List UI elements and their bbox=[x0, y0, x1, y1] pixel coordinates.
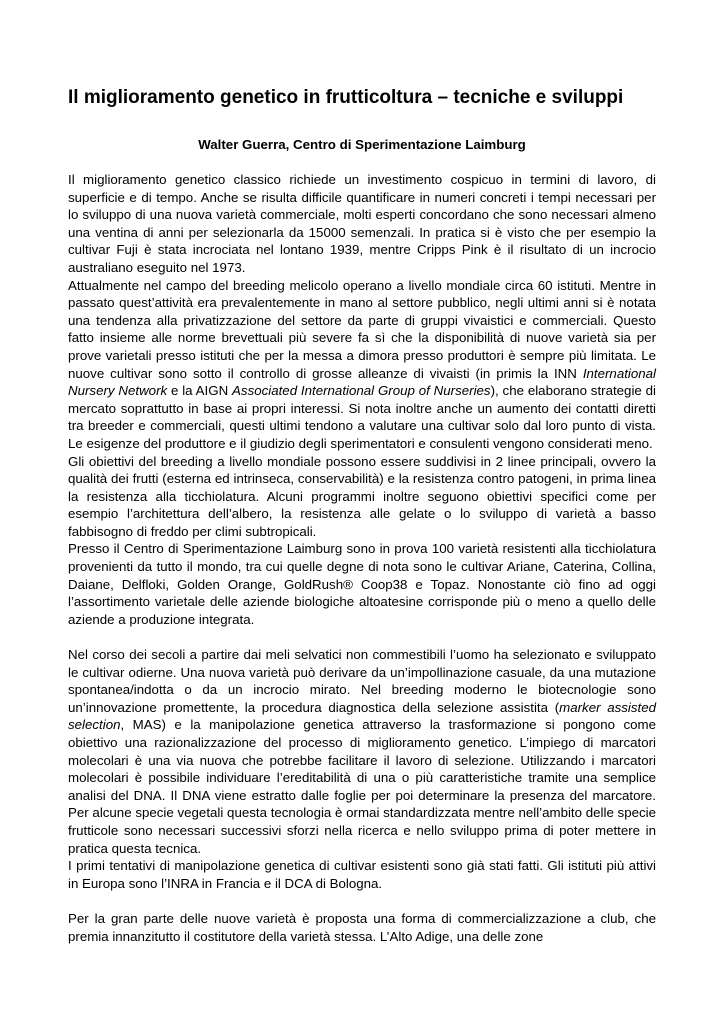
document-body bbox=[68, 171, 656, 945]
paragraph-biotechnology bbox=[68, 646, 656, 857]
paragraph-breeding-institutes bbox=[68, 277, 656, 453]
italic-term-aign: Associated International Group of Nurseries bbox=[232, 383, 491, 399]
paragraph-text: , MAS) e la manipolazione genetica attraverso la trasformazione si pongono come obiettivo una razionalizzazione del processo di miglioramento genetico. L’impiego di marcatori molecolari è una via nuova che potrebbe facilitare il lavoro di selezione. Utilizzando i marcatori molecolari è possibile individuare l’ereditabilità di una o più caratteristiche tramite una semplice analisi del DNA. Il DNA viene estratto dalle foglie per poi determinare la presenza del marcatore. Per alcune specie vegetali questa tecnologia è ormai standardizzata mentre nell’ambito delle specie frutticole sono necessari successivi sforzi nella ricerca e nello sviluppo prima di poter mettere in pratica questa tecnica. bbox=[68, 717, 656, 856]
paragraph-text: Nel corso dei secoli a partire dai meli selvatici non commestibili l’uomo ha selezionato e sviluppato le cultivar odierne. Una nuova varietà può derivare da un’impollinazione casuale, da una mutazione spontanea/indotta o da un incrocio mirato. Nel breeding moderno le biotecnologie sono un’innovazione promettente, la procedura diagnostica della selezione assistita ( bbox=[68, 647, 656, 715]
paragraph-genetic-manipulation: I primi tentativi di manipolazione genetica di cultivar esistenti sono già stati fatti. Gli istituti più attivi in Europa sono l’INRA in Francia e il DCA di Bologna. bbox=[68, 858, 656, 891]
document-title: Il miglioramento genetico in frutticoltura – tecniche e sviluppi bbox=[68, 87, 624, 108]
paragraph-text: ), che elaborano strategie di mercato soprattutto in base ai propri interessi. Si nota inoltre anche un aumento dei contatti diretti tra breeder e commerciali, questi ultimi tendono a valutare una cultivar solo dal loro punto di vista. Le esigenze del produttore e il giudizio degli sperimentatori e consulenti vengono considerati meno. bbox=[68, 383, 656, 451]
italic-term-inn: International Nursery Network bbox=[68, 365, 656, 399]
paragraph-text: e la AIGN bbox=[167, 383, 233, 399]
italic-term-mas: marker assisted selection bbox=[68, 699, 656, 733]
paragraph-text: Attualmente nel campo del breeding melicolo operano a livello mondiale circa 60 istituti. Mentre in passato quest’attività era prevalentemente in mano al settore pubblico, negli ultimi anni si è notata una tendenza alla privatizzazione del settore da parte di gruppi vivaistici e commerciali. Questo fatto insieme alle norme brevettuali più severe fa sì che la disponibilità di nuove varietà sia per prove varietali presso istituti che per la messa a dimora presso produttori è sempre più limitata. Le nuove cultivar sono sotto il controllo di grosse alleanze di vivaisti (in primis la INN bbox=[68, 277, 656, 381]
paragraph-laimburg-varieties: Presso il Centro di Sperimentazione Laimburg sono in prova 100 varietà resistenti alla ticchiolatura provenienti da tutto il mondo, tra cui quelle degne di nota sono le cultivar Ariane, Caterina, Collina, Daiane, Delfloki, Golden Orange, GoldRush® Coop38 e Topaz. Nonostante ciò fino ad oggi l’assortimento varietale delle aziende biologiche altoatesine corrisponde più o meno a quello delle aziende a produzione integrata. bbox=[68, 541, 656, 627]
paragraph-breeding-costs: Il miglioramento genetico classico richiede un investimento cospicuo in termini di lavoro, di superficie e di tempo. Anche se risulta difficile quantificare in numeri concreti i tempi necessari per lo sviluppo di una nuova varietà commerciale, molti esperti concordano che sono necessari almeno una ventina di anni per selezionarla da 15000 semenzali. In pratica si è visto che per esempio la cultivar Fuji è stata incrociata nel lontano 1939, mentre Cripps Pink è il risultato di un incrocio australiano eseguito nel 1973. bbox=[68, 172, 656, 275]
paragraph-club-marketing: Per la gran parte delle nuove varietà è proposta una forma di commercializzazione a club, che premia innanzitutto il costitutore della varietà stessa. L’Alto Adige, una delle zone bbox=[68, 910, 656, 944]
paragraph-breeding-objectives: Gli obiettivi del breeding a livello mondiale possono essere suddivisi in 2 linee principali, ovvero la qualità dei frutti (esterna ed intrinseca, conservabilità) e la resistenza contro patogeni, in prima linea la resistenza alla ticchiolatura. Alcuni programmi inoltre seguono obiettivi specifici come per esempio l’architettura dell’albero, la resistenza alle gelate o lo sviluppo di varietà a basso fabbisogno di freddo per climi subtropicali. bbox=[68, 453, 656, 539]
author-line: Walter Guerra, Centro di Sperimentazione Laimburg bbox=[198, 137, 526, 152]
